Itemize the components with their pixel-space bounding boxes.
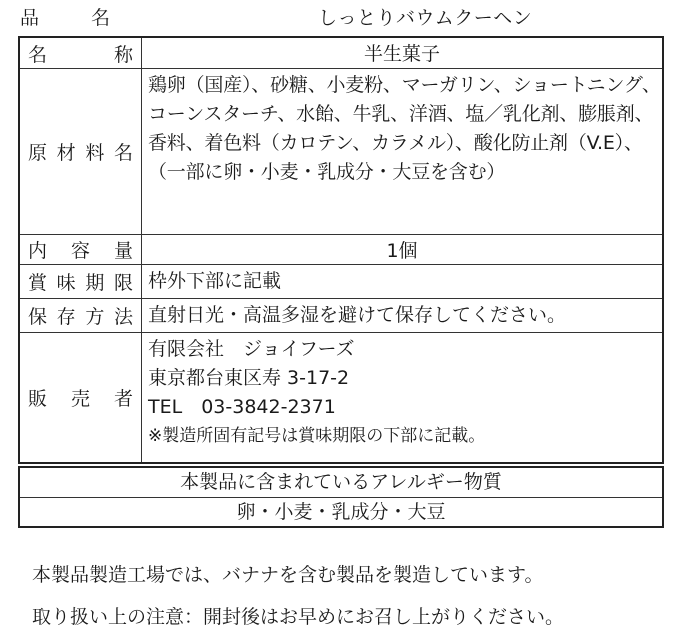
seller-note: ※製造所固有記号は賞味期限の下部に記載。 [148,426,486,446]
allergen-items: 卵・小麦・乳成分・大豆 [20,497,662,526]
label-char: 保 [28,306,48,328]
quantity-label [20,235,142,264]
label-char: 料 [85,142,105,164]
label-char: 品 [20,7,40,29]
label-char: 容 [70,240,90,262]
label-char: 原 [28,142,48,164]
expiry-label [20,265,142,298]
label-char: 味 [56,272,76,294]
seller-label [20,333,142,462]
ingredients-value [142,69,667,234]
seller-address: 東京都台東区寿 3-17-2 [148,367,350,389]
label-char: 賞 [28,272,48,294]
storage-label [20,299,142,332]
product-name-label [20,6,110,30]
label-char: 売 [70,388,90,410]
label-char: 者 [113,388,133,410]
product-name-value: しっとりバウムクーヘン [318,7,533,29]
label-char: 期 [85,272,105,294]
label-char: 量 [113,240,133,262]
name-value: 半生菓子 [363,43,440,65]
label-char: 名 [90,7,110,29]
row-quantity [20,234,662,264]
label-char: 名 [28,43,48,66]
ingredients-line: （一部に卵・小麦・乳成分・大豆を含む） [148,161,506,183]
label-char: 販 [28,388,48,410]
label-char: 限 [113,272,133,294]
label-char: 材 [56,142,76,164]
seller-company: 有限会社 ジョイフーズ [148,338,355,360]
storage-value: 直射日光・高温多湿を避けて保存してください。 [148,304,567,326]
food-label-table [18,36,664,464]
factory-note: 本製品製造工場では、バナナを含む製品を製造しています。 [32,564,544,586]
label-char: 存 [56,306,76,328]
label-char: 法 [113,306,133,328]
label-char: 方 [85,306,105,328]
row-expiry [20,264,662,298]
ingredients-line: 鶏卵（国産）、砂糖、小麦粉、マーガリン、ショートニング、 [148,74,661,96]
handling-note: 取り扱い上の注意：開封後はお早めにお召し上がりください。 [32,606,565,628]
seller-value [142,333,662,462]
ingredients-label [20,69,142,234]
label-char: 称 [113,43,133,66]
row-seller [20,332,662,462]
product-name-line [18,4,678,32]
allergen-table [18,466,664,528]
seller-phone: TEL 03-3842-2371 [148,396,336,418]
ingredients-line: コーンスターチ、水飴、牛乳、洋酒、塩／乳化剤、膨脹剤、 [148,103,654,125]
row-name [20,38,662,68]
ingredients-line: 香料、着色料（カロテン、カラメル）、酸化防止剤（V.E）、 [148,132,643,154]
quantity-value: 1個 [386,240,418,262]
row-storage [20,298,662,332]
label-char: 名 [113,142,133,164]
expiry-value: 枠外下部に記載 [148,270,282,292]
allergen-header: 本製品に含まれているアレルギー物質 [180,471,502,493]
row-ingredients [20,68,662,234]
name-label [20,38,142,68]
label-char: 内 [28,240,48,262]
